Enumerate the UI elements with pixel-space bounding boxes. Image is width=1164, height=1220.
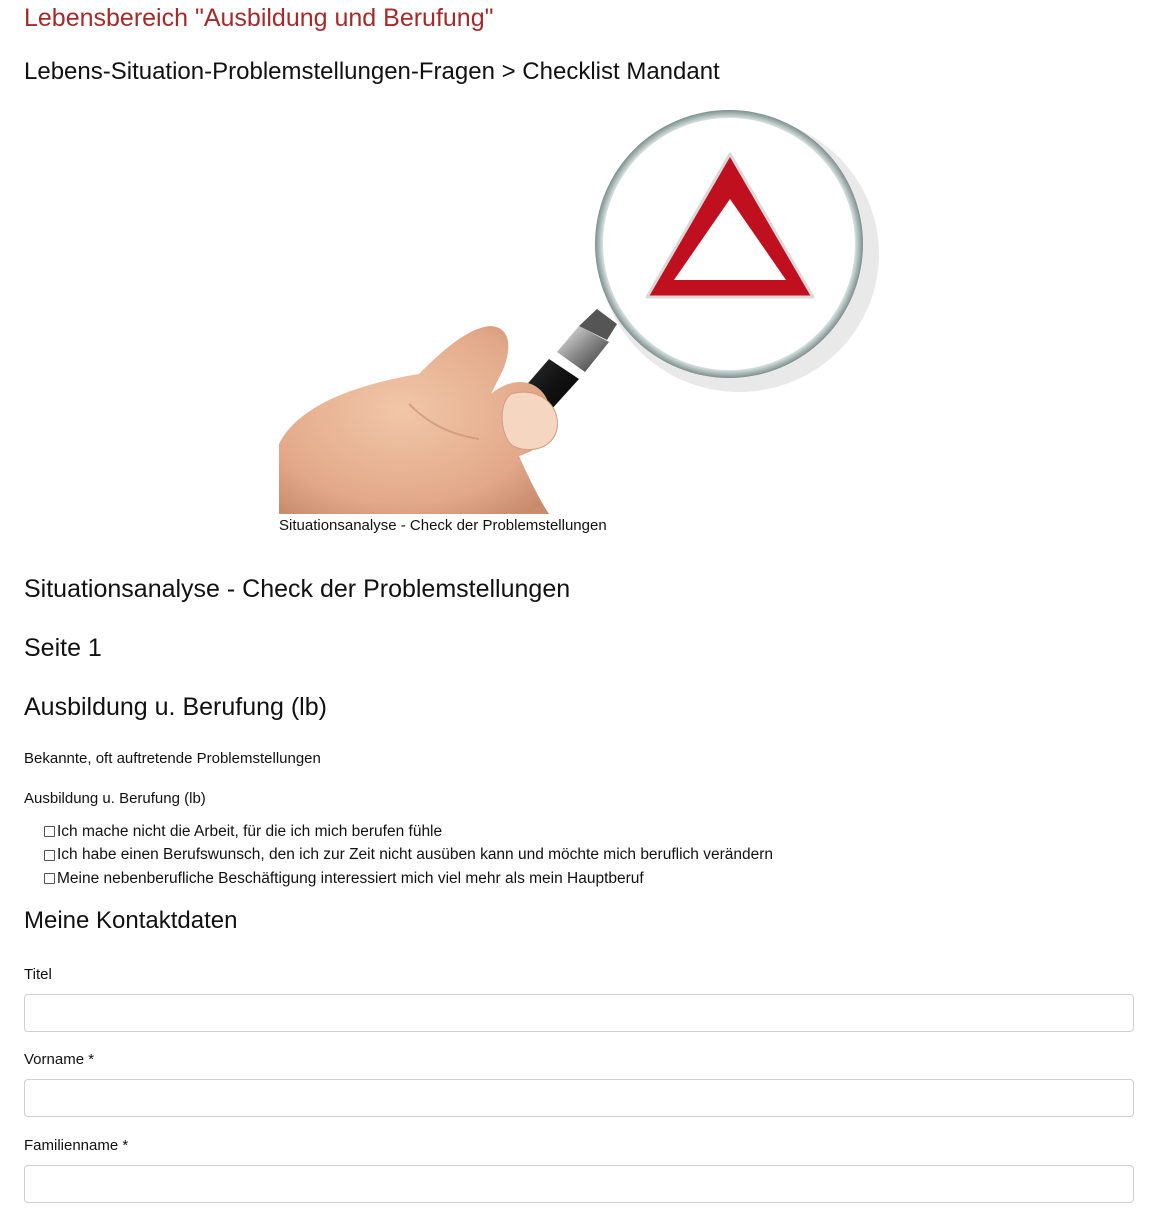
contact-heading: Meine Kontaktdaten: [24, 907, 238, 934]
firstname-input[interactable]: [24, 1079, 1134, 1117]
option-row[interactable]: [44, 844, 773, 868]
option-label: Meine nebenberufliche Beschäftigung interessiert mich viel mehr als mein Hauptberuf: [57, 869, 644, 887]
option-label: Ich mache nicht die Arbeit, für die ich mich berufen fühle: [57, 822, 443, 840]
option-checkbox[interactable]: [44, 850, 55, 861]
hero-illustration: [279, 104, 879, 514]
title-input[interactable]: [24, 994, 1134, 1032]
title-label: Titel: [24, 966, 52, 983]
lastname-input[interactable]: [24, 1165, 1134, 1203]
section-heading: Ausbildung u. Berufung (lb): [24, 693, 327, 721]
checkbox-group: [44, 820, 773, 891]
lastname-label: Familienname *: [24, 1137, 129, 1154]
intro-text: Bekannte, oft auftretende Problemstellungen: [24, 750, 321, 767]
option-label: Ich habe einen Berufswunsch, den ich zur Zeit nicht ausüben kann und möchte mich beruflich verändern: [57, 846, 774, 864]
firstname-label: Vorname *: [24, 1051, 95, 1068]
form-heading: Situationsanalyse - Check der Problemstellungen: [24, 575, 571, 603]
checkbox-group-label: Ausbildung u. Berufung (lb): [24, 790, 206, 807]
page-title: Lebensbereich "Ausbildung und Berufung": [24, 4, 494, 32]
page-indicator: Seite 1: [24, 634, 102, 662]
option-checkbox[interactable]: [44, 826, 55, 837]
figure-caption: Situationsanalyse - Check der Problemstellungen: [279, 517, 607, 534]
magnifier-warning-triangle-icon: [279, 104, 879, 514]
option-checkbox[interactable]: [44, 873, 55, 884]
option-row[interactable]: [44, 867, 773, 891]
breadcrumb: Lebens-Situation-Problemstellungen-Fragen > Checklist Mandant: [24, 58, 720, 85]
option-row[interactable]: [44, 820, 773, 844]
